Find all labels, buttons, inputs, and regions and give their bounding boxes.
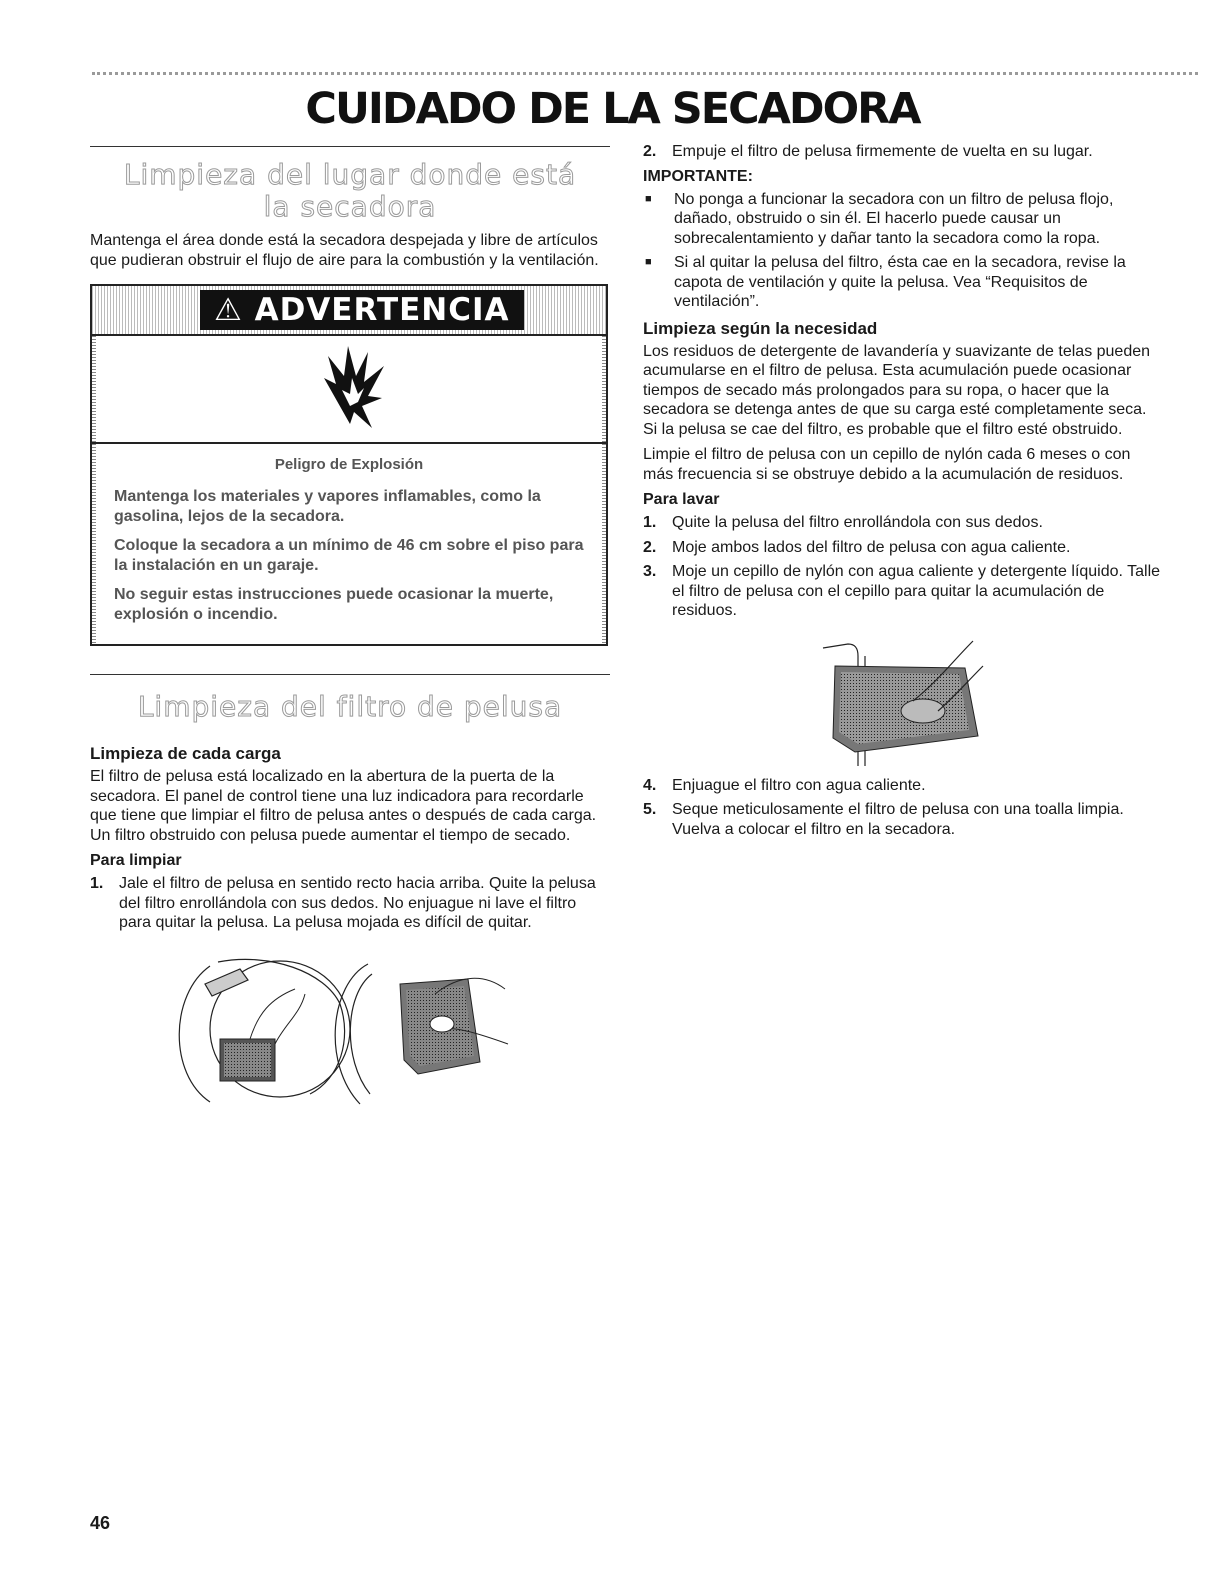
lugar-paragraph: Mantenga el área donde está la secadora despejada y libre de artículos que pudieran obstruir el flujo de aire para la combustión y la ventilación. [90,232,599,269]
lavar-steps-b [643,776,1163,840]
page-title: CUIDADO DE LA SECADORA [305,84,920,134]
step-number: 3. [643,563,657,580]
list-item [643,538,1163,558]
bullet-icon: ■ [645,192,652,205]
necesidad-paragraph-2: Limpie el filtro de pelusa con un cepillo de nylón cada 6 meses o con más frecuencia si se obstruye debido a la acumulación de residuos. [643,446,1131,483]
warning-icon-area [92,336,606,444]
section-divider [90,674,610,675]
cada-carga-paragraph: El filtro de pelusa está localizado en la abertura de la puerta de la secadora. El panel de control tiene una luz indicadora para recordarle que tiene que limpiar el filtro de pelusa antes o después de cada carga. Un filtro obstruido con pelusa puede aumentar el tiempo de secado. [90,768,597,844]
list-item [643,253,1163,312]
dryer-filter-illustration [90,944,610,1114]
right-column [643,142,1163,844]
bullet-icon: ■ [645,256,652,268]
step-text: Enjuague el filtro con agua caliente. [672,776,926,794]
list-item [643,142,1163,162]
step-text: Moje ambos lados del filtro de pelusa con agua caliente. [672,538,1071,556]
explosion-icon [92,336,610,442]
brush-filter-illustration [643,626,1163,776]
warning-title [200,290,524,330]
subheading-para-lavar: Para lavar [643,491,720,508]
section-heading-lugar [90,159,610,223]
warning-title-text: ADVERTENCIA [254,292,510,328]
step-number: 4. [643,776,657,794]
section-divider [90,146,610,147]
step-text: Empuje el filtro de pelusa firmemente de vuelta en su lugar. [672,143,1093,160]
warning-line: No seguir estas instrucciones puede ocasionar la muerte, explosión o incendio. [114,586,554,623]
page-number: 46 [90,1513,111,1533]
list-item [90,874,610,933]
step-text: Jale el filtro de pelusa en sentido recto hacia arriba. Quite la pelusa del filtro enrollándola con sus dedos. No enjuague ni lave el filtro para quitar la pelusa. La pelusa mojada es difícil de quitar. [119,875,596,931]
necesidad-paragraph-1: Los residuos de detergente de lavandería y suavizante de telas pueden acumularse en el filtro de pelusa. Esta acumulación puede ocasionar tiempos de secado más prolongados para su ropa, o hacer que la secadora se detenga antes de que su carga esté completamente seca. Si la pelusa se cae del filtro, es probable que el filtro esté obstruido. [643,342,1151,438]
subheading-para-limpiar: Para limpiar [90,852,182,869]
heading-line-2: la secadora [263,190,437,223]
bullet-text: Si al quitar la pelusa del filtro, ésta cae en la secadora, revise la capota de ventilación y quite la pelusa. Vea “Requisitos de ventilación”. [674,254,1126,310]
step-number: 2. [643,143,657,160]
warning-triangle-icon: ⚠ [214,292,243,328]
top-dotted-rule [92,72,1198,75]
limpiar-steps [90,874,610,933]
step-number: 1. [90,875,104,892]
step-text: Quite la pelusa del filtro enrollándola con sus dedos. [672,514,1043,531]
subheading-cada-carga: Limpieza de cada carga [90,744,281,763]
bullet-text: No ponga a funcionar la secadora con un filtro de pelusa flojo, dañado, obstruido o sin él. El hacerlo puede causar un sobrecalentamiento y dañar tanto la secadora como la ropa. [674,190,1114,247]
list-item [643,800,1163,839]
heading-line-1: Limpieza del lugar donde está [123,158,577,191]
warning-text [92,456,606,634]
list-item [643,776,1163,796]
step-number: 5. [643,801,657,818]
warning-hazard: Peligro de Explosión [274,456,424,473]
step-text: Moje un cepillo de nylón con agua caliente y detergente líquido. Talle el filtro de pelusa con el cepillo para quitar la acumulación de residuos. [672,563,1161,619]
step-text: Seque meticulosamente el filtro de pelusa con una toalla limpia. Vuelva a colocar el filtro en la secadora. [672,801,1124,838]
subheading-necesidad: Limpieza según la necesidad [643,318,878,338]
section-heading-filtro: Limpieza del filtro de pelusa [137,690,563,723]
warning-box [90,284,608,646]
list-item [643,513,1163,533]
left-column [90,146,610,1119]
step-number: 2. [643,538,657,556]
lavar-steps-a [643,513,1163,621]
warning-banner [92,286,606,336]
warning-line: Coloque la secadora a un mínimo de 46 cm sobre el piso para la instalación en un garaje. [114,537,584,574]
important-bullets [643,190,1163,312]
list-item [643,562,1163,621]
warning-line: Mantenga los materiales y vapores inflamables, como la gasolina, lejos de la secadora. [114,488,541,525]
step-number: 1. [643,514,657,531]
important-label: IMPORTANTE: [643,167,753,185]
list-item [643,190,1163,249]
